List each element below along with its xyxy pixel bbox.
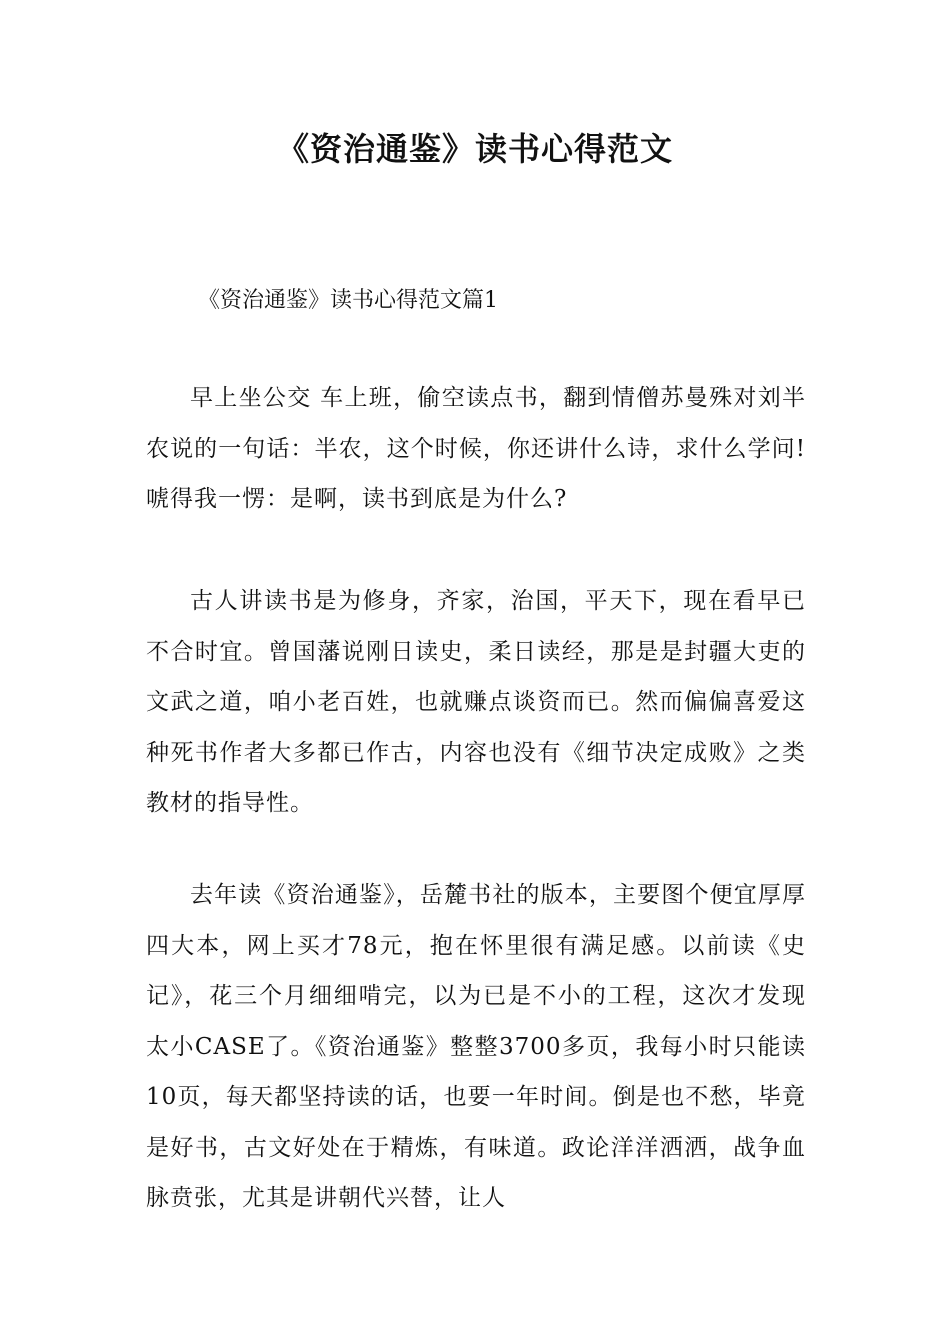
paragraph-2: 古人讲读书是为修身，齐家，治国，平天下，现在看早已不合时宜。曾国藩说刚日读史，柔日读经，那是是封疆大吏的文武之道，咱小老百姓，也就赚点谈资而已。然而偏偏喜爱这种死书作者大多都已作古，内容也没有《细节决定成败》之类教材的指导性。: [146, 588, 806, 816]
document-title: 《资治通鉴》读书心得范文: [276, 130, 673, 168]
paragraph-1: 早上坐公交 车上班，偷空读点书，翻到情僧苏曼殊对刘半农说的一句话：半农，这个时候，你还讲什么诗，求什么学问!唬得我一愣：是啊，读书到底是为什么?: [146, 385, 806, 512]
section-heading: 《资治通鉴》读书心得范文篇1: [198, 288, 498, 313]
paragraph-3: 去年读《资治通鉴》，岳麓书社的版本，主要图个便宜厚厚四大本，网上买才78元，抱在怀里很有满足感。以前读《史记》，花三个月细细啃完，以为已是不小的工程，这次才发现太小CASE了。《资治通鉴》整整3700多页，我每小时只能读10页，每天都坚持读的话，也要一年时间。倒是也不愁，毕竟是好书，古文好处在于精炼，有味道。政论洋洋洒洒，战争血脉贲张，尤其是讲朝代兴替，让人: [146, 882, 806, 1211]
